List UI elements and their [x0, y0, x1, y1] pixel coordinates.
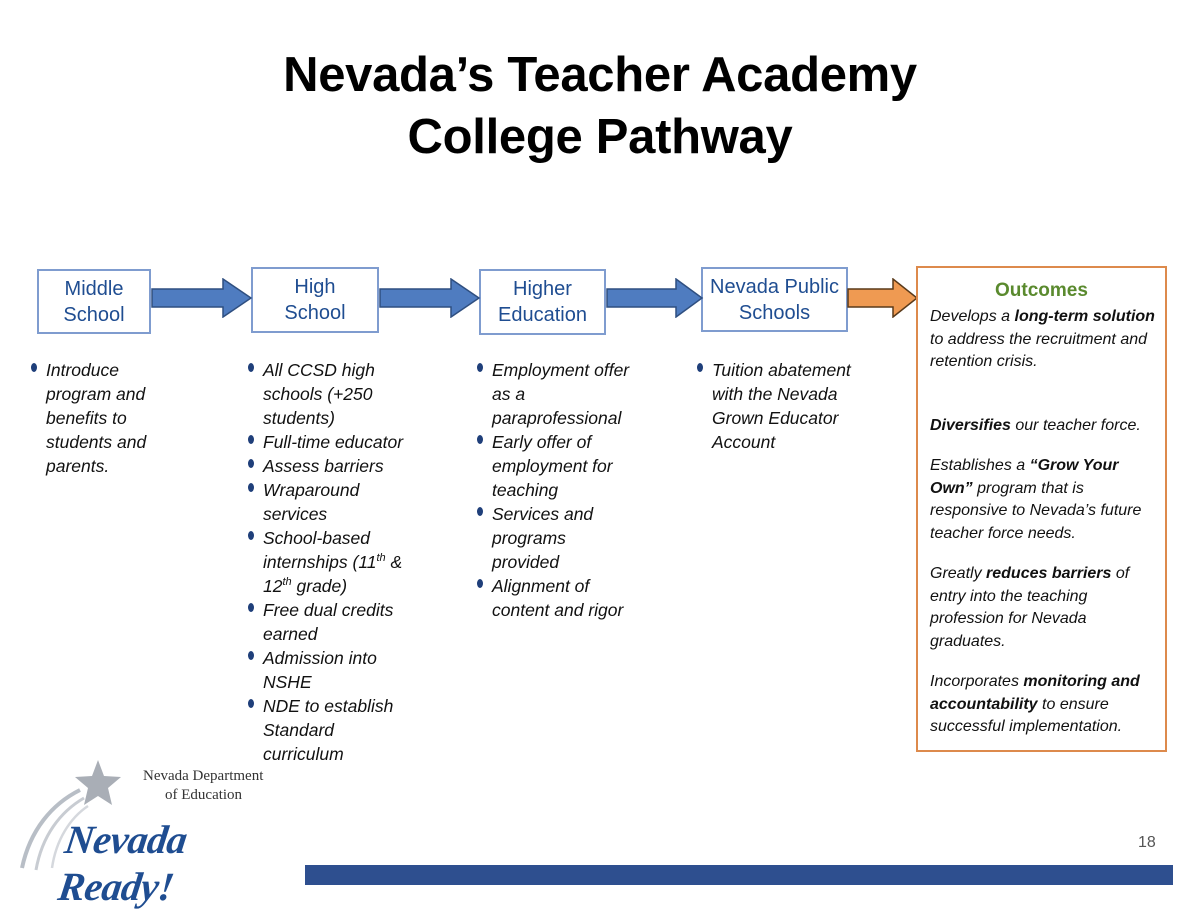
bullet-dot-icon: [477, 507, 483, 516]
list-item: [712, 358, 887, 454]
bullet-text: Employment offer: [492, 360, 630, 380]
outcome-paragraph-3: [930, 455, 1162, 545]
arrow-right-icon: [606, 278, 704, 318]
bullet-dot-icon: [248, 603, 254, 612]
bullet-text: grade): [291, 576, 348, 596]
logo-script-text: Nevada Ready!: [55, 817, 190, 909]
bullet-text: Full-time educator: [263, 432, 404, 452]
bullet-dot-icon: [248, 483, 254, 492]
outcome-text: of entry into the teaching profession for Nevada graduates.: [930, 565, 1130, 650]
bullet-text: benefits to: [46, 408, 127, 428]
outcome-text: our teacher force.: [1010, 417, 1141, 434]
public-schools-bullets: [712, 358, 887, 454]
bullet-dot-icon: [31, 363, 37, 372]
bullet-text: content and rigor: [492, 600, 624, 620]
bullet-text: schools (+250: [263, 384, 373, 404]
logo-text-line2: of Education: [165, 787, 243, 803]
bullet-text: parents.: [46, 456, 110, 476]
outcome-text: Greatly: [930, 565, 987, 582]
bullet-text: Assess barriers: [263, 456, 384, 476]
bullet-text: Alignment of: [492, 576, 590, 596]
bullet-text: services: [263, 504, 328, 524]
stage-nevada-public-schools: [701, 267, 848, 332]
outcome-emphasis: long-term solution: [1014, 308, 1155, 325]
bullet-text: Account: [712, 432, 776, 452]
bullet-text: All CCSD high: [263, 360, 375, 380]
superscript: th: [376, 552, 386, 565]
stage-label-line1: Higher: [513, 278, 572, 300]
bullet-dot-icon: [248, 459, 254, 468]
stage-higher-education: [479, 269, 606, 335]
bullet-dot-icon: [477, 363, 483, 372]
outcome-text: Develops a: [930, 308, 1015, 325]
middle-school-bullets: [46, 358, 216, 478]
outcome-paragraph-1: [930, 306, 1162, 374]
superscript: th: [282, 576, 292, 589]
outcome-emphasis: Diversifies: [930, 417, 1011, 434]
stage-label-line1: High: [294, 276, 336, 298]
outcomes-title: Outcomes: [995, 280, 1088, 301]
footer-bar: [305, 865, 1173, 885]
bullet-text: as a: [492, 384, 526, 404]
outcome-text: Establishes a: [930, 457, 1030, 474]
page-number: 18: [1138, 834, 1156, 851]
list-item: [263, 646, 433, 694]
bullet-text: Introduce: [46, 360, 119, 380]
bullet-text: programs: [492, 528, 566, 548]
bullet-text: &: [385, 552, 403, 572]
outcome-emphasis: reduces barriers: [986, 565, 1112, 582]
bullet-dot-icon: [248, 651, 254, 660]
list-item: [263, 526, 433, 598]
outcome-emphasis: “Grow Your Own”: [930, 457, 1119, 497]
bullet-dot-icon: [248, 435, 254, 444]
outcome-text: Incorporates: [930, 673, 1024, 690]
bullet-text: 12: [263, 576, 283, 596]
bullet-text: Standard: [263, 720, 335, 740]
list-item: [263, 454, 433, 478]
bullet-text: Grown Educator: [712, 408, 839, 428]
bullet-text: earned: [263, 624, 318, 644]
list-item: [492, 574, 662, 622]
bullet-dot-icon: [477, 579, 483, 588]
bullet-text: employment for: [492, 456, 613, 476]
list-item: [46, 358, 216, 478]
nde-logo: [14, 756, 304, 909]
bullet-dot-icon: [248, 363, 254, 372]
outcome-paragraph-5: [930, 671, 1162, 739]
stage-middle-school: [37, 269, 151, 334]
arrow-right-icon: [379, 278, 481, 318]
bullet-text: NSHE: [263, 672, 312, 692]
list-item: [492, 358, 662, 430]
outcomes-box: [916, 266, 1167, 752]
bullet-text: Services and: [492, 504, 594, 524]
bullet-dot-icon: [697, 363, 703, 372]
list-item: [492, 430, 662, 502]
title-line-2: College Pathway: [407, 110, 793, 164]
stage-label-line2: School: [284, 302, 346, 324]
arrow-right-orange-icon: [847, 278, 919, 318]
bullet-text: Free dual credits: [263, 600, 394, 620]
logo-text-line1: Nevada Department: [143, 768, 264, 784]
list-item: [492, 502, 662, 574]
outcome-text: to ensure successful implementation.: [930, 695, 1123, 735]
stage-label-line1: Nevada Public: [710, 275, 839, 298]
stage-label-line2: School: [63, 303, 125, 326]
bullet-dot-icon: [248, 699, 254, 708]
stage-label-line2: Education: [498, 304, 587, 326]
bullet-text: NDE to establish: [263, 696, 394, 716]
bullet-text: internships (11: [263, 552, 377, 572]
bullet-text: teaching: [492, 480, 559, 500]
list-item: [263, 358, 433, 430]
bullet-dot-icon: [248, 531, 254, 540]
high-school-bullets: [263, 358, 433, 766]
bullet-text: paraprofessional: [492, 408, 622, 428]
bullet-text: students): [263, 408, 335, 428]
stage-label-line1: Middle: [64, 277, 124, 300]
list-item: [263, 478, 433, 526]
outcome-text: program that is responsive to Nevada’s future teacher force needs.: [930, 479, 1142, 542]
list-item: [263, 430, 433, 454]
bullet-text: School-based: [263, 528, 371, 548]
higher-education-bullets: [492, 358, 662, 622]
stage-label-line2: Schools: [738, 301, 811, 324]
bullet-text: Admission into: [263, 648, 377, 668]
arrow-right-icon: [151, 278, 253, 318]
bullet-text: Early offer of: [492, 432, 592, 452]
outcome-paragraph-2: [930, 415, 1162, 438]
title-line-1: Nevada’s Teacher Academy: [283, 48, 917, 102]
slide-title: [0, 44, 1200, 168]
bullet-text: program and: [46, 384, 146, 404]
bullet-text: with the Nevada: [712, 384, 838, 404]
stage-high-school: [251, 267, 379, 333]
outcome-paragraph-4: [930, 563, 1162, 653]
bullet-text: Tuition abatement: [712, 360, 851, 380]
outcome-emphasis: monitoring and accountability: [930, 673, 1140, 713]
bullet-dot-icon: [477, 435, 483, 444]
bullet-text: curriculum: [263, 744, 344, 764]
bullet-text: provided: [492, 552, 560, 572]
bullet-text: students and: [46, 432, 147, 452]
list-item: [263, 598, 433, 646]
bullet-text: Wraparound: [263, 480, 360, 500]
outcome-text: to address the recruitment and retention crisis.: [930, 330, 1148, 370]
